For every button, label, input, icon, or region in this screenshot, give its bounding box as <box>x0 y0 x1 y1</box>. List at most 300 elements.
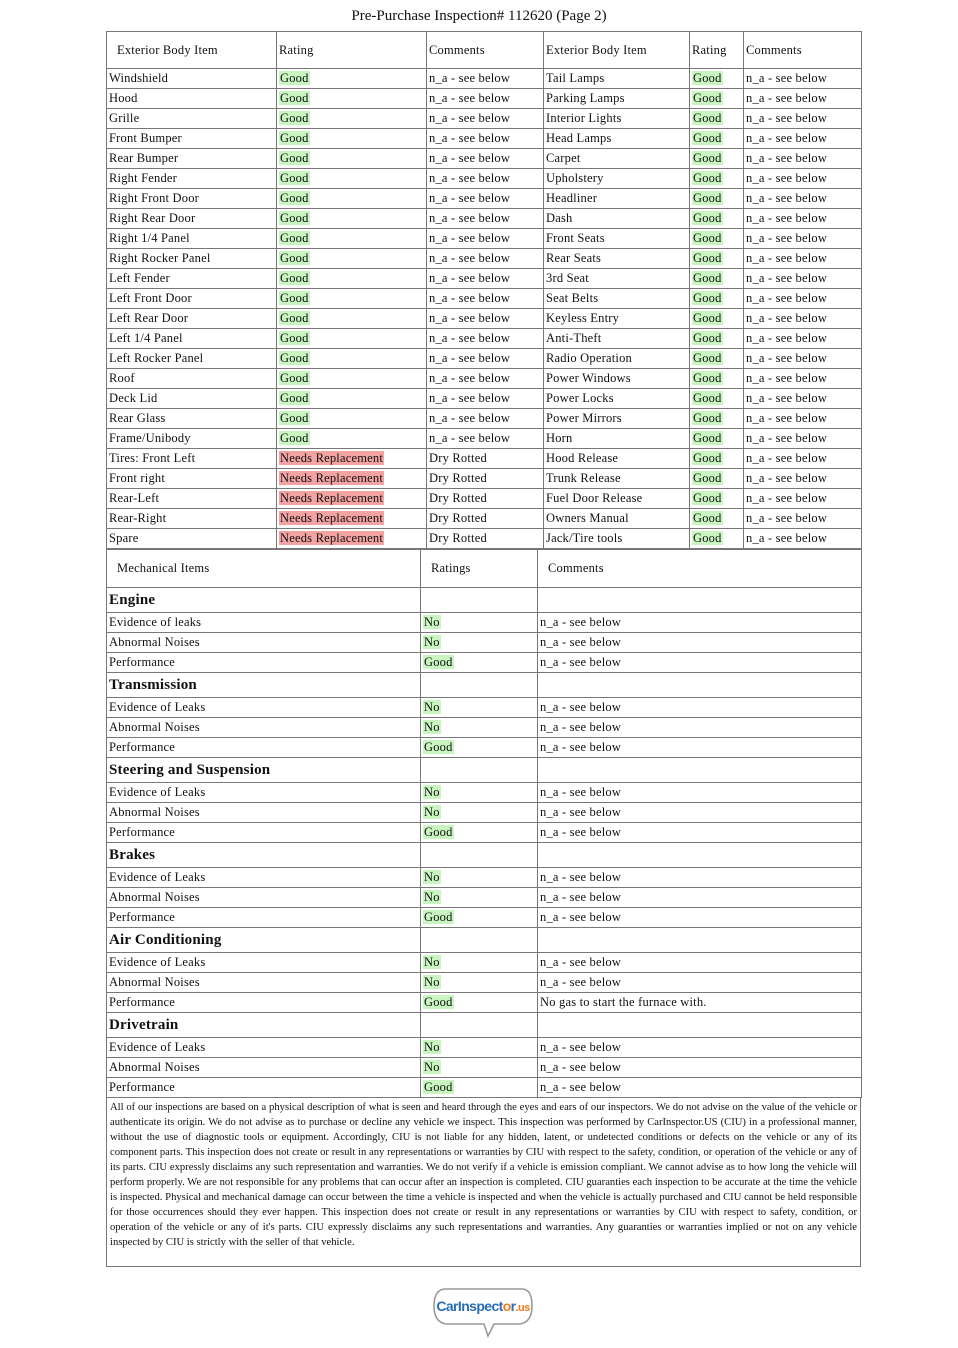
logo-text-main: CarInspect <box>436 1298 503 1314</box>
item-cell: Tires: Front Left <box>107 449 277 469</box>
rating-badge: Good <box>424 825 453 839</box>
rating-cell <box>277 249 427 269</box>
rating-cell <box>690 489 744 509</box>
table-row <box>107 169 862 189</box>
rating-badge: No <box>424 975 440 989</box>
rating-badge: Good <box>693 531 722 545</box>
item-cell: Evidence of leaks <box>107 613 421 633</box>
comment-cell: n_a - see below <box>427 329 544 349</box>
table-row <box>107 209 862 229</box>
rating-badge: No <box>424 805 440 819</box>
rating-badge: Good <box>693 371 722 385</box>
section-row <box>107 588 862 613</box>
rating-cell <box>277 529 427 549</box>
table-row <box>107 993 862 1013</box>
table-row <box>107 888 862 908</box>
table-row <box>107 129 862 149</box>
table-row <box>107 389 862 409</box>
comment-cell: n_a - see below <box>744 149 862 169</box>
mechanical-header-row <box>107 550 862 588</box>
comment-cell: n_a - see below <box>538 888 862 908</box>
rating-cell <box>421 698 538 718</box>
logo-text-tld: .us <box>515 1302 530 1314</box>
empty-cell <box>421 588 538 613</box>
comment-cell: n_a - see below <box>538 823 862 843</box>
comment-cell: n_a - see below <box>427 349 544 369</box>
rating-cell <box>690 129 744 149</box>
rating-badge: No <box>424 955 440 969</box>
rating-badge: Good <box>693 211 722 225</box>
rating-cell <box>421 738 538 758</box>
table-row <box>107 529 862 549</box>
rating-badge: Good <box>693 191 722 205</box>
rating-cell <box>690 389 744 409</box>
item-cell: Evidence of Leaks <box>107 783 421 803</box>
section-row <box>107 758 862 783</box>
section-row <box>107 673 862 698</box>
rating-badge: Good <box>280 351 309 365</box>
rating-cell <box>421 888 538 908</box>
rating-cell <box>690 109 744 129</box>
comment-cell: n_a - see below <box>427 69 544 89</box>
table-row <box>107 449 862 469</box>
rating-badge: Needs Replacement <box>280 471 384 485</box>
comment-cell: n_a - see below <box>427 269 544 289</box>
rating-badge: Good <box>693 71 722 85</box>
rating-badge: Needs Replacement <box>280 451 384 465</box>
page-title: Pre-Purchase Inspection# 112620 (Page 2) <box>351 8 607 24</box>
item-cell: Power Locks <box>544 389 690 409</box>
comment-cell: n_a - see below <box>538 783 862 803</box>
empty-cell <box>421 843 538 868</box>
comment-cell: n_a - see below <box>744 269 862 289</box>
item-cell: Performance <box>107 738 421 758</box>
table-row <box>107 149 862 169</box>
rating-cell <box>421 1058 538 1078</box>
rating-cell <box>421 973 538 993</box>
item-cell: Abnormal Noises <box>107 973 421 993</box>
logo-text-o: o <box>502 1298 511 1314</box>
item-cell: Windshield <box>107 69 277 89</box>
item-cell: Front Bumper <box>107 129 277 149</box>
mechanical-items-table <box>106 549 862 1098</box>
rating-cell <box>690 529 744 549</box>
comment-cell: Dry Rotted <box>427 469 544 489</box>
rating-badge: Good <box>280 411 309 425</box>
comment-cell: n_a - see below <box>744 509 862 529</box>
item-cell: Anti-Theft <box>544 329 690 349</box>
empty-cell <box>421 758 538 783</box>
rating-cell <box>277 189 427 209</box>
comment-cell: n_a - see below <box>744 169 862 189</box>
rating-cell <box>277 389 427 409</box>
comment-cell: n_a - see below <box>744 409 862 429</box>
rating-badge: Good <box>280 271 309 285</box>
comment-cell: n_a - see below <box>427 209 544 229</box>
exterior-header-row <box>107 32 862 69</box>
rating-badge: Good <box>280 191 309 205</box>
comment-cell: Dry Rotted <box>427 509 544 529</box>
rating-cell <box>277 349 427 369</box>
rating-cell <box>421 1038 538 1058</box>
rating-badge: Good <box>280 211 309 225</box>
comment-cell: n_a - see below <box>744 249 862 269</box>
rating-cell <box>690 429 744 449</box>
table-row <box>107 369 862 389</box>
rating-badge: Good <box>693 471 722 485</box>
table-row <box>107 868 862 888</box>
table-row <box>107 823 862 843</box>
comment-cell: n_a - see below <box>427 149 544 169</box>
item-cell: Hood Release <box>544 449 690 469</box>
table-row <box>107 69 862 89</box>
rating-badge: Good <box>693 391 722 405</box>
rating-badge: Good <box>280 311 309 325</box>
comment-cell: n_a - see below <box>538 803 862 823</box>
empty-cell <box>538 758 862 783</box>
rating-badge: Good <box>693 411 722 425</box>
table-row <box>107 289 862 309</box>
comment-cell: n_a - see below <box>744 309 862 329</box>
rating-badge: No <box>424 720 440 734</box>
item-cell: Performance <box>107 1078 421 1098</box>
item-cell: Right Rocker Panel <box>107 249 277 269</box>
item-cell: Trunk Release <box>544 469 690 489</box>
comment-cell: n_a - see below <box>744 369 862 389</box>
item-cell: Abnormal Noises <box>107 718 421 738</box>
table-row <box>107 1078 862 1098</box>
item-cell: Owners Manual <box>544 509 690 529</box>
table-row <box>107 718 862 738</box>
item-cell: Upholstery <box>544 169 690 189</box>
comment-cell: n_a - see below <box>744 189 862 209</box>
item-cell: Rear Glass <box>107 409 277 429</box>
rating-cell <box>421 633 538 653</box>
comment-cell: n_a - see below <box>744 329 862 349</box>
rating-badge: Good <box>693 111 722 125</box>
rating-badge: Needs Replacement <box>280 511 384 525</box>
item-cell: Rear Seats <box>544 249 690 269</box>
table-row <box>107 908 862 928</box>
table-row <box>107 633 862 653</box>
comment-cell: n_a - see below <box>427 289 544 309</box>
table-row <box>107 698 862 718</box>
comment-cell: n_a - see below <box>538 868 862 888</box>
comment-cell: n_a - see below <box>538 908 862 928</box>
comment-cell: Dry Rotted <box>427 489 544 509</box>
rating-cell <box>690 169 744 189</box>
section-row <box>107 928 862 953</box>
table-row <box>107 613 862 633</box>
column-header: Rating <box>690 32 744 69</box>
rating-badge: Good <box>280 231 309 245</box>
section-title: Steering and Suspension <box>107 758 421 783</box>
comment-cell: n_a - see below <box>427 409 544 429</box>
rating-badge: No <box>424 700 440 714</box>
rating-badge: Good <box>424 1080 453 1094</box>
comment-cell: n_a - see below <box>427 429 544 449</box>
exterior-body-table <box>106 31 862 549</box>
comment-cell: n_a - see below <box>744 529 862 549</box>
column-header: Rating <box>277 32 427 69</box>
rating-cell <box>277 169 427 189</box>
rating-badge: Good <box>280 111 309 125</box>
item-cell: Parking Lamps <box>544 89 690 109</box>
column-header: Exterior Body Item <box>107 32 277 69</box>
item-cell: Tail Lamps <box>544 69 690 89</box>
rating-cell <box>690 249 744 269</box>
section-row <box>107 843 862 868</box>
comment-cell: n_a - see below <box>744 109 862 129</box>
table-row <box>107 409 862 429</box>
rating-cell <box>277 489 427 509</box>
comment-cell: n_a - see below <box>744 429 862 449</box>
item-cell: Right 1/4 Panel <box>107 229 277 249</box>
comment-cell: n_a - see below <box>744 229 862 249</box>
rating-badge: Good <box>424 655 453 669</box>
comment-cell: n_a - see below <box>744 289 862 309</box>
logo-text-r: r <box>510 1298 516 1314</box>
rating-badge: Needs Replacement <box>280 491 384 505</box>
rating-cell <box>690 209 744 229</box>
item-cell: Evidence of Leaks <box>107 868 421 888</box>
rating-badge: Good <box>693 131 722 145</box>
table-row <box>107 349 862 369</box>
rating-badge: Needs Replacement <box>280 531 384 545</box>
item-cell: Hood <box>107 89 277 109</box>
section-title: Drivetrain <box>107 1013 421 1038</box>
table-row <box>107 653 862 673</box>
rating-cell <box>277 369 427 389</box>
item-cell: Interior Lights <box>544 109 690 129</box>
comment-cell: n_a - see below <box>744 389 862 409</box>
comment-cell: n_a - see below <box>427 249 544 269</box>
rating-cell <box>421 908 538 928</box>
rating-badge: Good <box>280 171 309 185</box>
rating-cell <box>421 718 538 738</box>
rating-cell <box>277 109 427 129</box>
comment-cell: n_a - see below <box>538 1078 862 1098</box>
rating-badge: Good <box>693 251 722 265</box>
rating-cell <box>690 89 744 109</box>
section-title: Brakes <box>107 843 421 868</box>
section-row <box>107 1013 862 1038</box>
rating-badge: Good <box>693 451 722 465</box>
comment-cell: n_a - see below <box>538 698 862 718</box>
table-row <box>107 973 862 993</box>
rating-badge: Good <box>424 740 453 754</box>
rating-cell <box>690 509 744 529</box>
rating-cell <box>421 613 538 633</box>
column-header: Comments <box>538 550 862 588</box>
item-cell: Evidence of Leaks <box>107 698 421 718</box>
rating-cell <box>690 69 744 89</box>
item-cell: 3rd Seat <box>544 269 690 289</box>
item-cell: Keyless Entry <box>544 309 690 329</box>
comment-cell: Dry Rotted <box>427 449 544 469</box>
comment-cell: n_a - see below <box>538 953 862 973</box>
table-row <box>107 953 862 973</box>
comment-cell: n_a - see below <box>744 349 862 369</box>
rating-cell <box>690 149 744 169</box>
rating-badge: Good <box>693 271 722 285</box>
comment-cell: n_a - see below <box>744 469 862 489</box>
rating-cell <box>690 409 744 429</box>
rating-badge: Good <box>424 910 453 924</box>
rating-cell <box>277 229 427 249</box>
item-cell: Jack/Tire tools <box>544 529 690 549</box>
rating-cell <box>277 149 427 169</box>
rating-badge: Good <box>693 351 722 365</box>
item-cell: Left Front Door <box>107 289 277 309</box>
rating-cell <box>421 783 538 803</box>
rating-cell <box>277 89 427 109</box>
item-cell: Performance <box>107 908 421 928</box>
rating-cell <box>690 349 744 369</box>
column-header: Comments <box>744 32 862 69</box>
item-cell: Left Fender <box>107 269 277 289</box>
item-cell: Abnormal Noises <box>107 803 421 823</box>
comment-cell: n_a - see below <box>744 129 862 149</box>
comment-cell: n_a - see below <box>427 189 544 209</box>
rating-badge: No <box>424 890 440 904</box>
carinspector-logo <box>432 1286 534 1338</box>
rating-badge: Good <box>693 311 722 325</box>
rating-cell <box>690 449 744 469</box>
rating-badge: Good <box>280 371 309 385</box>
table-row <box>107 109 862 129</box>
column-header: Mechanical Items <box>107 550 421 588</box>
rating-badge: No <box>424 635 440 649</box>
comment-cell: n_a - see below <box>538 613 862 633</box>
rating-badge: No <box>424 1040 440 1054</box>
rating-cell <box>277 269 427 289</box>
comment-cell: n_a - see below <box>744 69 862 89</box>
comment-cell: n_a - see below <box>538 633 862 653</box>
empty-cell <box>538 673 862 698</box>
item-cell: Grille <box>107 109 277 129</box>
empty-cell <box>421 673 538 698</box>
column-header: Comments <box>427 32 544 69</box>
comment-cell: n_a - see below <box>427 129 544 149</box>
rating-cell <box>690 229 744 249</box>
table-row <box>107 783 862 803</box>
rating-badge: Good <box>280 131 309 145</box>
column-header: Ratings <box>421 550 538 588</box>
rating-cell <box>277 309 427 329</box>
comment-cell: n_a - see below <box>744 489 862 509</box>
rating-badge: Good <box>693 91 722 105</box>
rating-cell <box>690 189 744 209</box>
rating-cell <box>277 289 427 309</box>
rating-cell <box>421 653 538 673</box>
item-cell: Left Rear Door <box>107 309 277 329</box>
rating-badge: No <box>424 615 440 629</box>
table-row <box>107 1038 862 1058</box>
rating-cell <box>421 823 538 843</box>
comment-cell: n_a - see below <box>427 89 544 109</box>
item-cell: Headliner <box>544 189 690 209</box>
table-row <box>107 803 862 823</box>
comment-cell: Dry Rotted <box>427 529 544 549</box>
empty-cell <box>538 1013 862 1038</box>
rating-cell <box>277 449 427 469</box>
rating-badge: No <box>424 870 440 884</box>
rating-badge: Good <box>693 431 722 445</box>
rating-badge: Good <box>280 291 309 305</box>
comment-cell: n_a - see below <box>427 169 544 189</box>
empty-cell <box>538 928 862 953</box>
column-header: Exterior Body Item <box>544 32 690 69</box>
rating-badge: Good <box>280 391 309 405</box>
rating-badge: Good <box>280 91 309 105</box>
comment-cell: n_a - see below <box>538 738 862 758</box>
rating-cell <box>421 803 538 823</box>
rating-cell <box>421 868 538 888</box>
item-cell: Rear Bumper <box>107 149 277 169</box>
item-cell: Dash <box>544 209 690 229</box>
rating-badge: Good <box>693 331 722 345</box>
item-cell: Frame/Unibody <box>107 429 277 449</box>
rating-badge: Good <box>280 71 309 85</box>
item-cell: Head Lamps <box>544 129 690 149</box>
rating-badge: Good <box>280 251 309 265</box>
rating-cell <box>690 369 744 389</box>
section-title: Transmission <box>107 673 421 698</box>
rating-badge: Good <box>693 491 722 505</box>
table-row <box>107 1058 862 1078</box>
rating-badge: Good <box>693 171 722 185</box>
item-cell: Carpet <box>544 149 690 169</box>
rating-cell <box>277 409 427 429</box>
item-cell: Front right <box>107 469 277 489</box>
item-cell: Radio Operation <box>544 349 690 369</box>
item-cell: Power Windows <box>544 369 690 389</box>
comment-cell: n_a - see below <box>744 89 862 109</box>
comment-cell: n_a - see below <box>427 389 544 409</box>
rating-cell <box>690 289 744 309</box>
comment-cell: n_a - see below <box>427 309 544 329</box>
comment-cell: n_a - see below <box>744 209 862 229</box>
rating-cell <box>277 429 427 449</box>
item-cell: Deck Lid <box>107 389 277 409</box>
rating-cell <box>277 69 427 89</box>
rating-badge: Good <box>693 231 722 245</box>
rating-badge: No <box>424 1060 440 1074</box>
item-cell: Seat Belts <box>544 289 690 309</box>
rating-cell <box>421 993 538 1013</box>
disclaimer-text: All of our inspections are based on a physical description of what is seen and heard through the eyes and ears of our inspectors. We do not advise on the value of the vehicle or authenticate its origin. We do not advise as to purchase or decline any vehicle we inspect. This inspection was performed by CarInspector.US (CIU) in a professional manner, without the use of diagnostic tools or equipment. Accordingly, CIU is not liable for any hidden, latent, or undetected conditions or defects on the vehicle or any of its component parts. This inspection does not create or result in any representations or warranties by CIU with respect to the safety, condition, or operation of the vehicle or any of its parts. CIU expressly disclaims any such representation and warranties. We do not verify if a vehicle is emission compliant. We cannot advise as to how long the vehicle will perform properly. We are not responsible for any problems that can occur after an inspection is completed. CIU guaranties each inspection to be accurate at the time the vehicle is inspected. Physical and mechanical damage can occur between the time a vehicle is inspected and when the vehicle is actually purchased and CIU cannot be held responsible for those occurrences should they ever happen. This inspection does not create or result in any representations or warranties by CIU with respect to safety, condition, or operation of the vehicle or any of it's parts. CIU expressly disclaims any such representations and warranties. Any guaranties or warranties implied or not on any vehicle inspected by CIU is strictly with the seller of that vehicle. <box>106 1098 861 1267</box>
comment-cell: n_a - see below <box>538 1058 862 1078</box>
rating-badge: Good <box>693 291 722 305</box>
item-cell: Left 1/4 Panel <box>107 329 277 349</box>
rating-badge: Good <box>280 431 309 445</box>
item-cell: Right Rear Door <box>107 209 277 229</box>
item-cell: Horn <box>544 429 690 449</box>
item-cell: Rear-Right <box>107 509 277 529</box>
comment-cell: n_a - see below <box>538 718 862 738</box>
table-row <box>107 89 862 109</box>
rating-cell <box>690 469 744 489</box>
item-cell: Spare <box>107 529 277 549</box>
item-cell: Evidence of Leaks <box>107 953 421 973</box>
rating-cell <box>277 469 427 489</box>
rating-cell <box>421 953 538 973</box>
rating-cell <box>277 329 427 349</box>
table-row <box>107 229 862 249</box>
table-row <box>107 329 862 349</box>
table-row <box>107 309 862 329</box>
